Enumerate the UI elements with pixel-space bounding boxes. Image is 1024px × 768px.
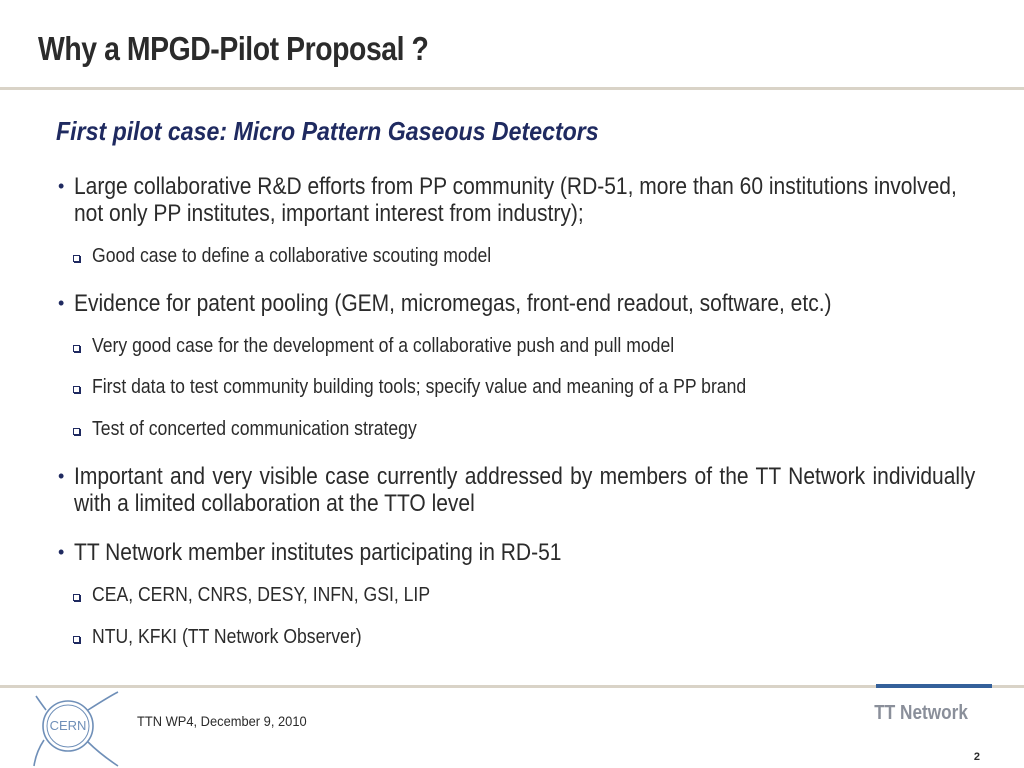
sub-bullet-text: NTU, KFKI (TT Network Observer) [92,626,362,648]
bullet-dot-icon: • [58,293,65,313]
sub-bullet-item [73,625,973,649]
square-bullet-icon [73,636,80,643]
slide-title: Why a MPGD-Pilot Proposal ? [38,30,429,67]
sub-bullet-text: Good case to define a collaborative scouting model [92,245,492,267]
sub-bullet-text: Test of concerted communication strategy [92,418,417,440]
bullet-dot-icon: • [58,466,65,486]
bullet-text: Important and very visible case currently addressed by members of the TT Network individually with a limited collaboration at the TTO level [74,463,976,517]
bullet-dot-icon: • [58,542,65,562]
square-bullet-icon [73,386,80,393]
sub-bullet-text: First data to test community building tools; specify value and meaning of a PP brand [92,376,747,398]
bullet-text: Large collaborative R&D efforts from PP community (RD-51, more than 60 institutions involved, not only PP institutes, important interest from industry); [74,173,957,227]
square-bullet-icon [73,345,80,352]
footer-divider [0,685,1024,688]
footer-event-label: TTN WP4, December 9, 2010 [137,713,307,729]
sub-bullet-text: CEA, CERN, CNRS, DESY, INFN, GSI, LIP [92,584,431,606]
slide-subtitle: First pilot case: Micro Pattern Gaseous Detectors [56,116,599,146]
sub-bullet-item [73,417,973,441]
cern-logo-icon [30,690,122,768]
logo-text: CERN [49,718,87,733]
sub-bullet-text: Very good case for the development of a collaborative push and pull model [92,335,675,357]
bullet-text: Evidence for patent pooling (GEM, micromegas, front-end readout, software, etc.) [74,290,832,317]
bullet-item [58,539,970,566]
bullet-dot-icon: • [58,176,65,196]
bullet-text: TT Network member institutes participating in RD-51 [74,539,562,566]
page-number: 2 [973,751,980,763]
footer-accent-bar [876,684,992,688]
bullet-item [58,290,970,317]
square-bullet-icon [73,255,80,262]
sub-bullet-item [73,583,973,607]
bullet-item [58,463,976,517]
sub-bullet-item [73,334,973,358]
sub-bullet-item [73,244,973,268]
square-bullet-icon [73,428,80,435]
title-divider [0,87,1024,90]
bullet-item [58,173,970,227]
footer-brand: TT Network [874,702,968,724]
sub-bullet-item [73,375,973,399]
square-bullet-icon [73,594,80,601]
